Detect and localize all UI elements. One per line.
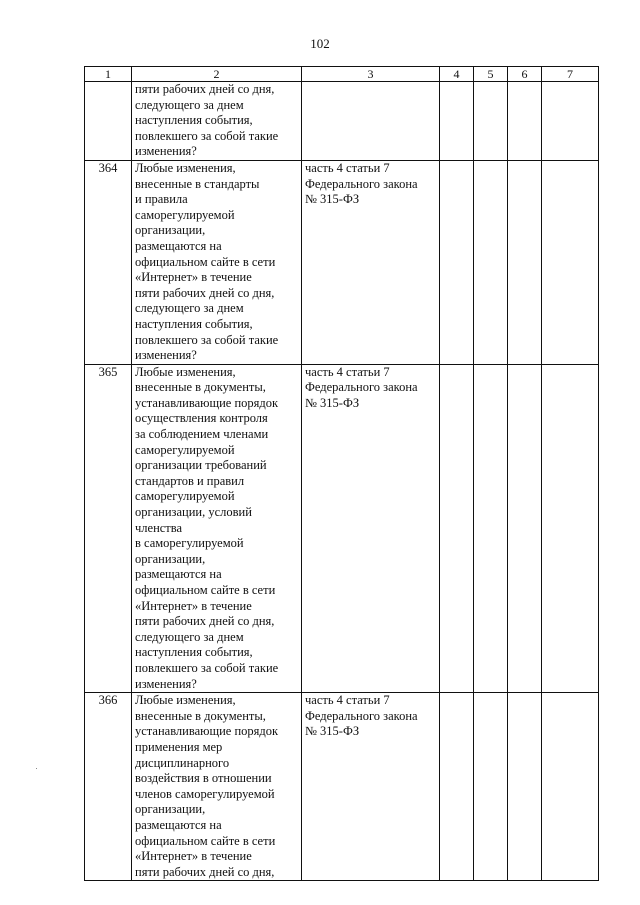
answer-cell-6 (508, 82, 542, 161)
answer-cell-7 (542, 693, 599, 881)
table-row (85, 364, 599, 692)
row-number-cell (85, 82, 132, 161)
legal-reference-cell: часть 4 статьи 7 Федерального закона № 315-ФЗ (302, 160, 440, 364)
answer-cell-4 (440, 364, 474, 692)
requirements-table (84, 66, 599, 881)
page-number: 102 (310, 36, 330, 51)
column-header-4: 4 (440, 67, 474, 82)
answer-cell-4 (440, 160, 474, 364)
answer-cell-6 (508, 160, 542, 364)
answer-cell-6 (508, 364, 542, 692)
answer-cell-5 (474, 693, 508, 881)
answer-cell-7 (542, 364, 599, 692)
answer-cell-7 (542, 82, 599, 161)
column-header-6: 6 (508, 67, 542, 82)
question-cell: Любые изменения, внесенные в документы, устанавливающие порядок осуществления контроля за соблюдением членами саморегулируемой организации требований стандартов и правил саморегулируемой организации, условий членства в саморегулируемой организации, размещаются на официальном сайте в сети «Интернет» в течение пяти рабочих дней со дня, следующего за днем наступления события, повлекшего за собой такие изменения? (132, 364, 302, 692)
column-header-1: 1 (85, 67, 132, 82)
column-header-2: 2 (132, 67, 302, 82)
answer-cell-5 (474, 364, 508, 692)
column-header-5: 5 (474, 67, 508, 82)
answer-cell-4 (440, 82, 474, 161)
question-cell: пяти рабочих дней со дня, следующего за днем наступления события, повлекшего за собой такие изменения? (132, 82, 302, 161)
answer-cell-7 (542, 160, 599, 364)
answer-cell-5 (474, 160, 508, 364)
column-header-3: 3 (302, 67, 440, 82)
row-number-cell: 365 (85, 364, 132, 692)
answer-cell-5 (474, 82, 508, 161)
row-number-cell: 364 (85, 160, 132, 364)
table-row (85, 160, 599, 364)
column-header-7: 7 (542, 67, 599, 82)
answer-cell-6 (508, 693, 542, 881)
answer-cell-4 (440, 693, 474, 881)
table-row (85, 82, 599, 161)
question-cell: Любые изменения, внесенные в стандарты и правила саморегулируемой организации, размещаются на официальном сайте в сети «Интернет» в течение пяти рабочих дней со дня, следующего за днем наступления события, повлекшего за собой такие изменения? (132, 160, 302, 364)
table-row (85, 693, 599, 881)
row-number-cell: 366 (85, 693, 132, 881)
legal-reference-cell (302, 82, 440, 161)
question-cell: Любые изменения, внесенные в документы, устанавливающие порядок применения мер дисциплинарного воздействия в отношении членов саморегулируемой организации, размещаются на официальном сайте в сети «Интернет» в течение пяти рабочих дней со дня, (132, 693, 302, 881)
legal-reference-cell: часть 4 статьи 7 Федерального закона № 315-ФЗ (302, 364, 440, 692)
legal-reference-cell: часть 4 статьи 7 Федерального закона № 315-ФЗ (302, 693, 440, 881)
scan-speck (36, 768, 37, 769)
header-row (85, 67, 599, 82)
